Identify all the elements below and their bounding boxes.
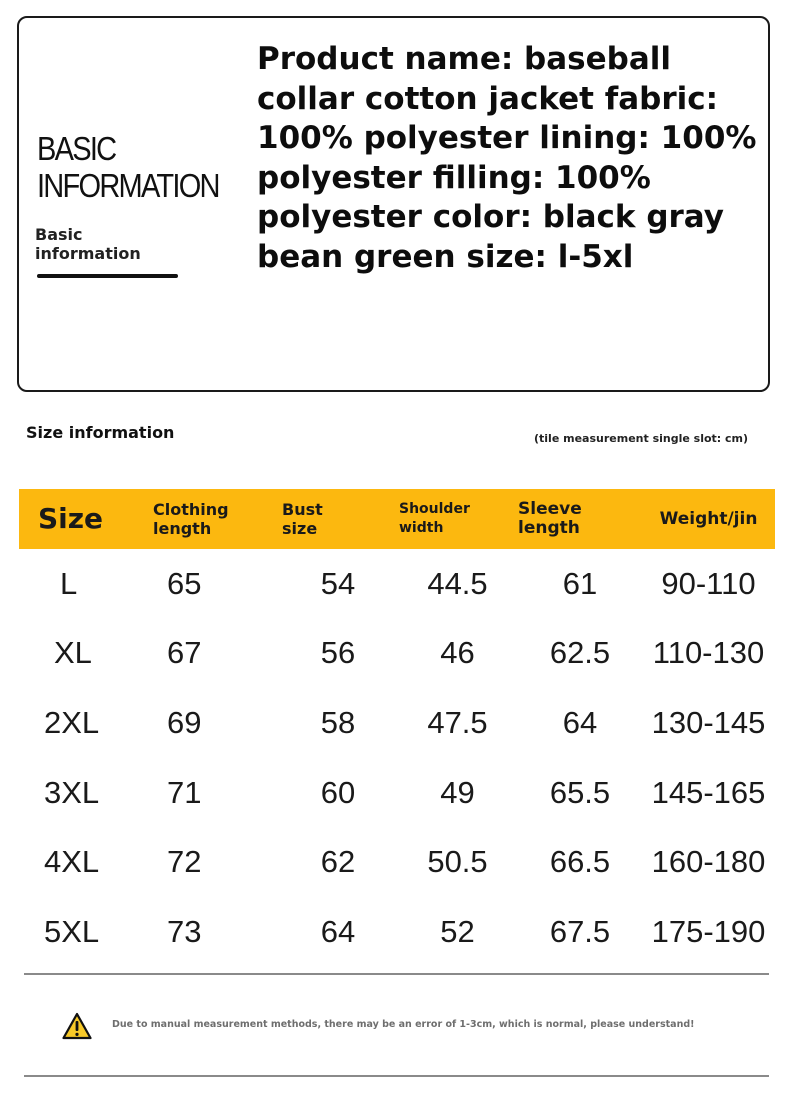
divider-bottom bbox=[24, 1075, 769, 1077]
header-bust-size: Bust size bbox=[282, 500, 323, 538]
cell-clothing-length: 67 bbox=[167, 635, 202, 671]
cell-bust-size: 62 bbox=[320, 844, 356, 880]
cell-shoulder-width: 50.5 bbox=[427, 844, 488, 880]
measurement-disclaimer: Due to manual measurement methods, there may be an error of 1-3cm, which is normal, please understand! bbox=[112, 1019, 695, 1030]
cell-weight: 130-145 bbox=[651, 704, 766, 740]
basic-info-card bbox=[17, 16, 770, 392]
cell-size: 4XL bbox=[44, 844, 100, 880]
cell-shoulder-width: 49 bbox=[440, 774, 475, 810]
size-table bbox=[19, 489, 775, 967]
cell-size: 5XL bbox=[44, 913, 100, 949]
cell-size: 2XL bbox=[44, 704, 100, 740]
cell-size: 3XL bbox=[44, 774, 100, 810]
cell-sleeve-length: 64 bbox=[562, 704, 598, 740]
cell-clothing-length: 71 bbox=[167, 774, 202, 810]
table-row bbox=[19, 549, 775, 619]
cell-bust-size: 54 bbox=[320, 565, 356, 601]
cell-size: XL bbox=[54, 635, 92, 671]
cell-weight: 145-165 bbox=[651, 774, 766, 810]
cell-shoulder-width: 46 bbox=[440, 635, 475, 671]
cell-shoulder-width: 47.5 bbox=[427, 704, 488, 740]
product-description: Product name: baseball collar cotton jacket fabric: 100% polyester lining: 100% polyester filling: 100% polyester color: black gray bean green size: l-5xl bbox=[257, 41, 757, 275]
cell-sleeve-length: 61 bbox=[562, 565, 598, 601]
header-shoulder-width: Shoulder width bbox=[399, 501, 470, 536]
cell-bust-size: 64 bbox=[320, 913, 356, 949]
header-weight: Weight/jin bbox=[659, 508, 758, 529]
cell-clothing-length: 65 bbox=[167, 565, 202, 601]
cell-bust-size: 56 bbox=[320, 635, 356, 671]
size-information-heading: Size information bbox=[26, 423, 175, 442]
cell-bust-size: 58 bbox=[320, 704, 356, 740]
cell-weight: 160-180 bbox=[651, 844, 766, 880]
table-row bbox=[19, 758, 775, 828]
cell-bust-size: 60 bbox=[320, 774, 356, 810]
cell-weight: 175-190 bbox=[651, 913, 766, 949]
header-size: Size bbox=[38, 502, 104, 535]
cell-shoulder-width: 52 bbox=[440, 913, 475, 949]
subtitle-underline bbox=[37, 274, 178, 278]
cell-clothing-length: 73 bbox=[167, 913, 202, 949]
size-table-header bbox=[19, 489, 775, 549]
cell-clothing-length: 69 bbox=[167, 704, 202, 740]
cell-sleeve-length: 62.5 bbox=[549, 635, 611, 671]
basic-information-subtitle: Basic information bbox=[35, 225, 141, 263]
table-row bbox=[19, 688, 775, 758]
divider-top bbox=[24, 973, 769, 975]
table-row bbox=[19, 897, 775, 967]
cell-sleeve-length: 66.5 bbox=[549, 844, 611, 880]
cell-weight: 110-130 bbox=[652, 635, 765, 671]
header-clothing-length: Clothing length bbox=[153, 500, 229, 538]
cell-sleeve-length: 65.5 bbox=[549, 774, 611, 810]
cell-sleeve-length: 67.5 bbox=[549, 913, 611, 949]
cell-weight: 90-110 bbox=[661, 565, 756, 601]
cell-shoulder-width: 44.5 bbox=[427, 565, 488, 601]
table-row bbox=[19, 619, 775, 689]
cell-clothing-length: 72 bbox=[167, 844, 202, 880]
measurement-note: (tile measurement single slot: cm) bbox=[534, 432, 749, 445]
warning-icon bbox=[62, 1012, 92, 1040]
basic-information-title: BASIC INFORMATION bbox=[37, 130, 219, 204]
header-sleeve-length: Sleeve length bbox=[518, 499, 582, 538]
cell-size: L bbox=[60, 565, 78, 601]
table-row bbox=[19, 827, 775, 897]
